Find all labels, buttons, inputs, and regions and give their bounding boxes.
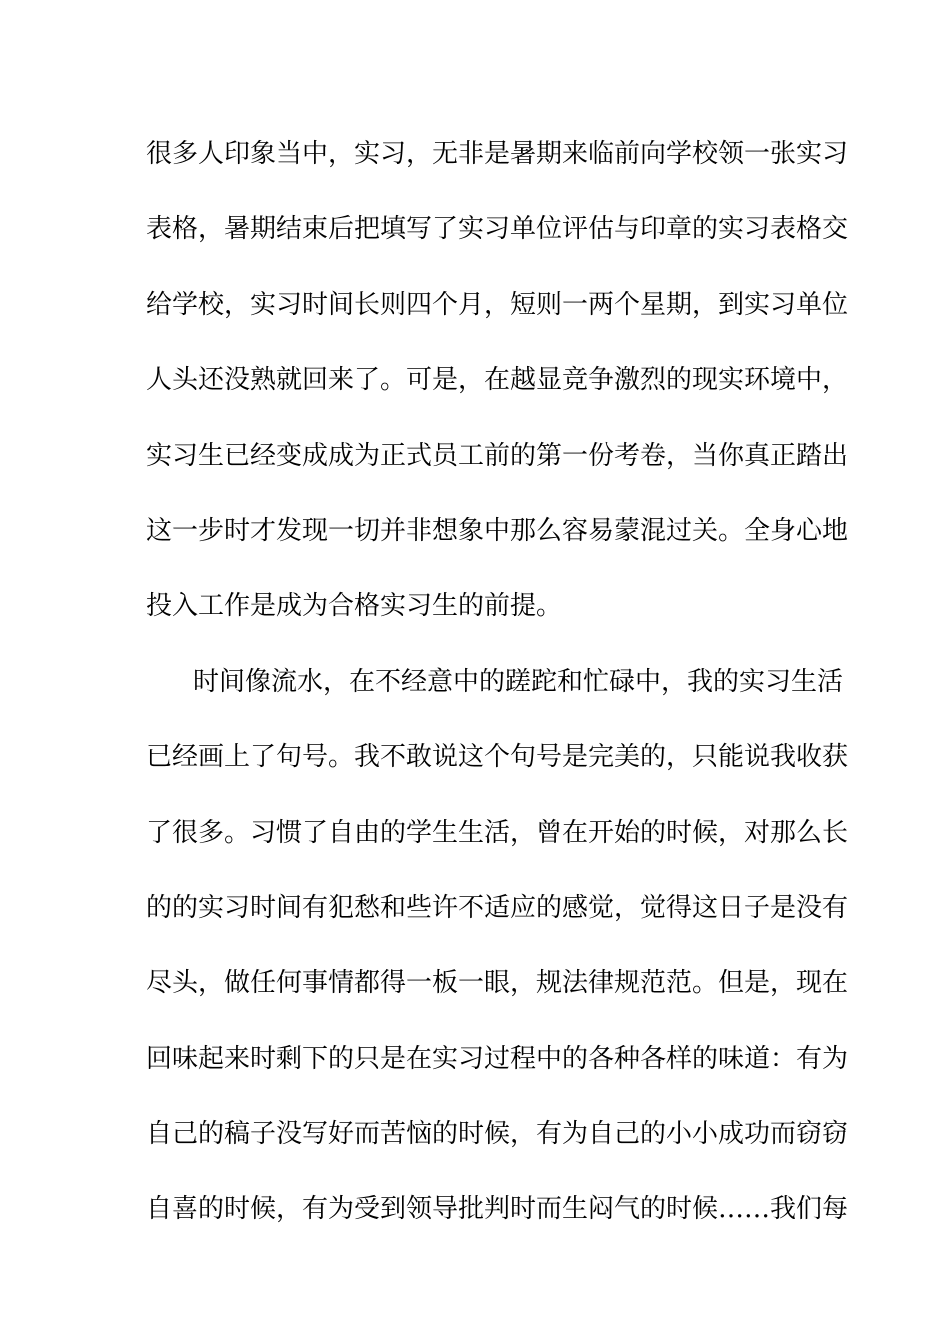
- paragraph-2-line-2: 已经画上了句号。我不敢说这个句号是完美的，只能说我收获: [146, 742, 849, 773]
- paragraph-2-line-6: 回味起来时剩下的只是在实习过程中的各种各样的味道：有为: [146, 1043, 849, 1074]
- paragraph-1-line-5: 实习生已经变成成为正式员工前的第一份考卷，当你真正踏出: [146, 440, 849, 471]
- body-text: [146, 128, 849, 1259]
- paragraph-1-line-3: 给学校，实习时间长则四个月，短则一两个星期，到实习单位: [146, 289, 849, 320]
- paragraph-2-line-4: 的的实习时间有犯愁和些许不适应的感觉，觉得这日子是没有: [146, 892, 849, 923]
- paragraph-1-line-1: 很多人印象当中，实习，无非是暑期来临前向学校领一张实习: [146, 139, 849, 169]
- paragraph-2-line-5: 尽头，做任何事情都得一板一眼，规法律规范范。但是，现在: [146, 968, 849, 999]
- paragraph-2-line-8: 自喜的时候，有为受到领导批判时而生闷气的时候……我们每: [146, 1194, 849, 1225]
- paragraph-1-line-7: 投入工作是成为合格实习生的前提。: [146, 591, 563, 622]
- paragraph-2-line-3: 了很多。习惯了自由的学生生活，曾在开始的时候，对那么长: [146, 817, 849, 848]
- paragraph-2-line-7: 自己的稿子没写好而苦恼的时候，有为自己的小小成功而窃窃: [146, 1119, 849, 1150]
- paragraph-1-line-4: 人头还没熟就回来了。可是，在越显竞争激烈的现实环境中，: [146, 365, 849, 396]
- paragraph-1-line-2: 表格，暑期结束后把填写了实习单位评估与印章的实习表格交: [146, 214, 849, 245]
- paragraph-1-line-6: 这一步时才发现一切并非想象中那么容易蒙混过关。全身心地: [146, 515, 849, 546]
- paragraph-2-line-1: 时间像流水，在不经意中的蹉跎和忙碌中，我的实习生活: [193, 666, 844, 697]
